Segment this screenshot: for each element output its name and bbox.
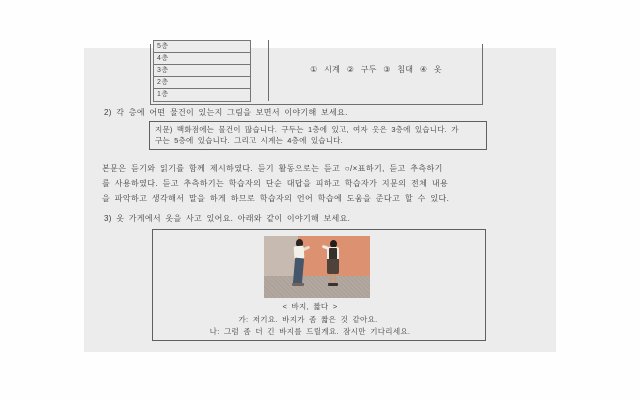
dialogue-line-ga: 가: 저기요. 바지가 좀 짧은 것 같아요. [238, 315, 378, 324]
pattern-caption: < 바지, 짧다 > [282, 302, 338, 311]
clerk-figure-feet [328, 283, 338, 286]
photo-wall-left [264, 236, 298, 276]
floor-row-2 [154, 77, 250, 89]
floor-row-1 [154, 89, 250, 101]
exercise3-box [152, 229, 486, 341]
commentary-line-2: 를 사용하였다. 듣고 추측하기는 학습자의 단순 대답을 피하고 학습자가 지문의 전체 내용 [102, 179, 449, 188]
commentary-paragraph [102, 161, 502, 206]
floor-label: 2층 [157, 79, 169, 86]
dialogue-line-na: 나: 그럼 좀 더 긴 바지를 드릴게요. 잠시만 기다리세요. [209, 327, 411, 336]
commentary-line-1: 본문은 듣기와 읽기를 함께 제시하였다. 듣기 활동으로는 듣고 ○/×표하기, 듣고 추측하기 [102, 164, 443, 173]
passage-line-2: 구는 5층에 있습니다. 그리고 시계는 4층에 있습니다. [155, 136, 343, 145]
question-2: 2) 각 층에 어떤 물건이 있는지 그림을 보면서 이야기해 보세요. [104, 108, 348, 117]
photo-floor [264, 276, 370, 298]
passage-box [149, 121, 487, 150]
floor-row-5 [154, 41, 250, 53]
customer-figure-feet [292, 283, 304, 286]
floor-label: 3층 [157, 67, 169, 74]
floor-row-3 [154, 65, 250, 77]
clothing-store-photo [264, 236, 370, 298]
commentary-line-3: 을 파악하고 생각해서 말을 하게 하므로 학습자의 언어 학습에 도움을 준다고 할 수 있다. [102, 194, 450, 203]
floor-label: 1층 [157, 91, 169, 98]
floor-label: 5층 [157, 43, 169, 50]
clerk-figure-skirt [327, 259, 339, 274]
document-scan-region [84, 43, 556, 352]
floors-table [153, 40, 251, 102]
answer-options: ① 시계 ② 구두 ③ 침대 ④ 옷 [310, 65, 442, 74]
floor-label: 4층 [157, 55, 169, 62]
floor-row-4 [154, 53, 250, 65]
passage-line-1: 지문) 백화점에는 물건이 많습니다. 구두는 1층에 있고, 여자 옷은 3층에 있습니다. 가 [155, 125, 459, 134]
question-3: 3) 옷 가게에서 옷을 사고 있어요. 아래와 같이 이야기해 보세요. [104, 214, 351, 223]
